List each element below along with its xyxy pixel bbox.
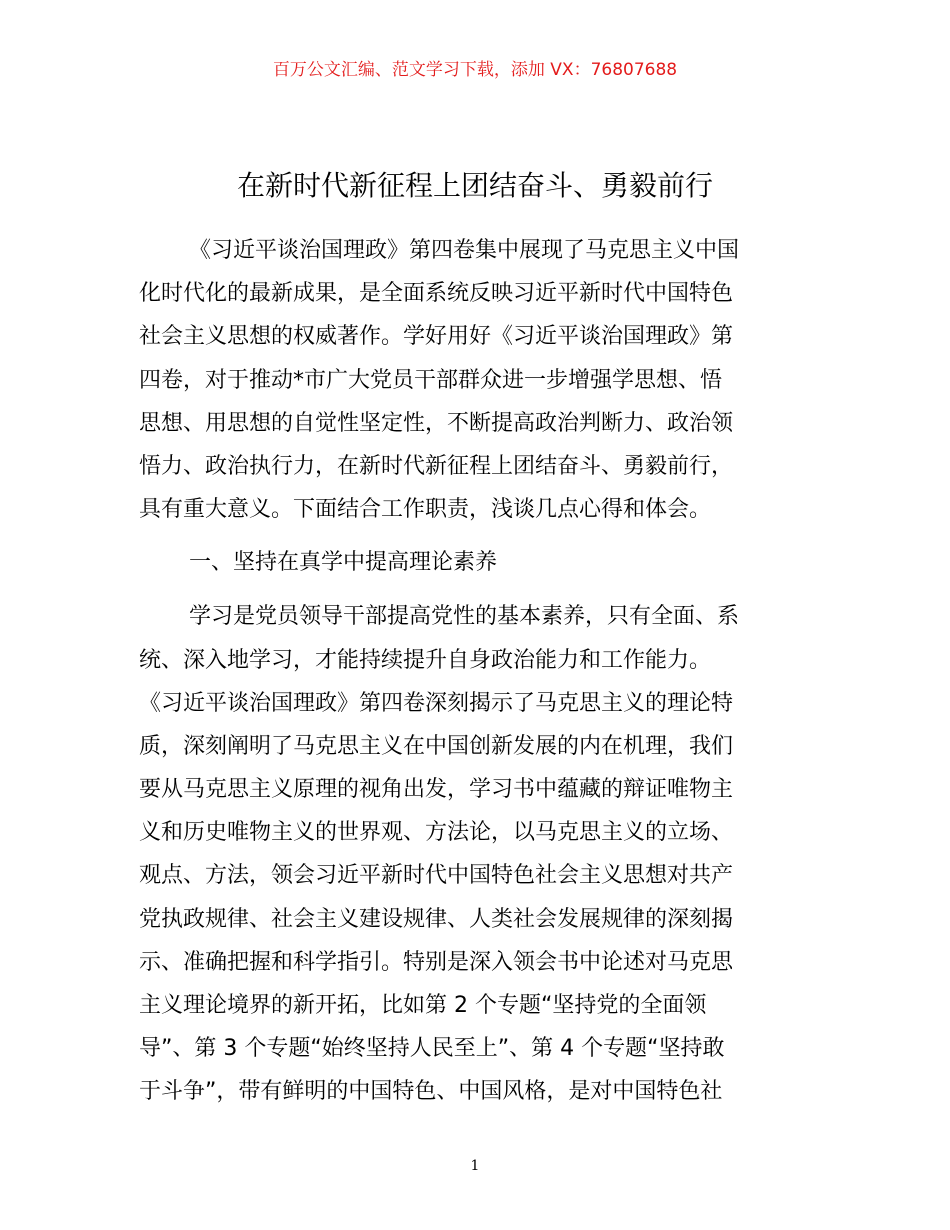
- paragraph-line: 思想、用思想的自觉性坚定性，不断提高政治判断力、政治领: [139, 410, 734, 436]
- paragraph-line: 示、准确把握和科学指引。特别是深入领会书中论述对马克思: [139, 949, 734, 975]
- document-body: [139, 229, 839, 1114]
- paragraph-line: 导”、第 3 个专题“始终坚持人民至上”、第 4 个专题“坚持敢: [139, 1036, 725, 1062]
- document-title: 在新时代新征程上团结奋斗、勇毅前行: [236, 169, 713, 202]
- paragraph-line: 化时代化的最新成果，是全面系统反映习近平新时代中国特色: [139, 281, 734, 307]
- page-number: 1: [470, 1158, 480, 1174]
- paragraph-line: 义和历史唯物主义的世界观、方法论，以马克思主义的立场、: [139, 820, 734, 846]
- paragraph-line: 学习是党员领导干部提高党性的基本素养，只有全面、系: [189, 604, 740, 630]
- paragraph-line: 质，深刻阐明了马克思主义在中国创新发展的内在机理，我们: [139, 733, 734, 759]
- paragraph-line: 具有重大意义。下面结合工作职责，浅谈几点心得和体会。: [139, 497, 712, 523]
- paragraph-line: 要从马克思主义原理的视角出发，学习书中蕴藏的辩证唯物主: [139, 777, 734, 803]
- paragraph-line: 社会主义思想的权威著作。学好用好《习近平谈治国理政》第: [139, 324, 734, 350]
- section-heading: 一、坚持在真学中提高理论素养: [189, 550, 498, 576]
- paragraph-line: 四卷，对于推动*市广大党员干部群众进一步增强学思想、悟: [139, 367, 723, 393]
- paragraph-line: 《习近平谈治国理政》第四卷集中展现了马克思主义中国: [189, 238, 740, 263]
- paragraph-line: 于斗争”，带有鲜明的中国特色、中国风格，是对中国特色社: [139, 1079, 723, 1105]
- paragraph-line: 主义理论境界的新开拓，比如第 2 个专题“坚持党的全面领: [139, 993, 707, 1018]
- paragraph-line: 悟力、政治执行力，在新时代新征程上团结奋斗、勇毅前行，: [139, 453, 734, 479]
- paragraph-line: 统、深入地学习，才能持续提升自身政治能力和工作能力。: [139, 647, 712, 673]
- header-note: 百万公文汇编、范文学习下载，添加 VX：76807688: [272, 60, 678, 80]
- paragraph-line: 观点、方法，领会习近平新时代中国特色社会主义思想对共产: [139, 863, 734, 889]
- paragraph-line: 党执政规律、社会主义建设规律、人类社会发展规律的深刻揭: [139, 906, 734, 932]
- paragraph-line: 《习近平谈治国理政》第四卷深刻揭示了马克思主义的理论特: [139, 690, 734, 716]
